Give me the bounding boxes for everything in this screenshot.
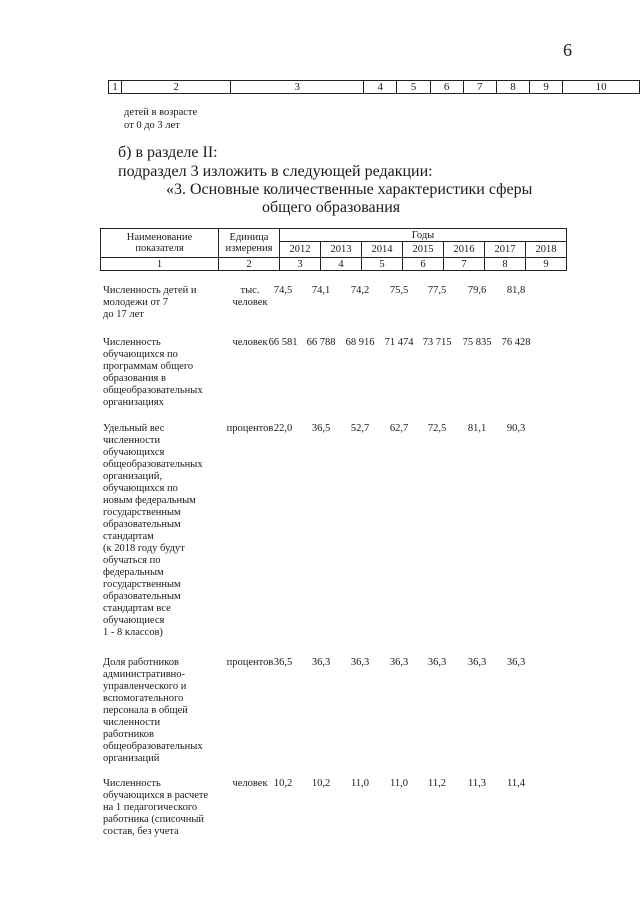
row-label-line: стандартам bbox=[103, 531, 154, 542]
row-value: 77,5 bbox=[427, 285, 447, 296]
instruction-line: б) в разделе II: bbox=[118, 144, 218, 161]
year-cell: 2014 bbox=[362, 242, 403, 258]
row-label bbox=[103, 778, 218, 838]
row-label-line: организаций bbox=[103, 753, 160, 764]
row-label-line: обучающихся по bbox=[103, 483, 178, 494]
carryover-text bbox=[124, 106, 197, 132]
year-cell: 2017 bbox=[485, 242, 526, 258]
row-unit-line: человек bbox=[232, 297, 268, 308]
row-unit-line: человек bbox=[232, 337, 268, 348]
row-label bbox=[103, 423, 218, 639]
row-value: 66 581 bbox=[268, 337, 298, 348]
row-value: 72,5 bbox=[427, 423, 447, 434]
row-label-line: обучаться по bbox=[103, 555, 161, 566]
row-label-line: персонала в общей bbox=[103, 705, 188, 716]
row-value: 75,5 bbox=[389, 285, 409, 296]
year-cell: 2013 bbox=[321, 242, 362, 258]
row-value: 36,3 bbox=[311, 657, 331, 668]
year-cell: 2012 bbox=[280, 242, 321, 258]
row-value: 81,1 bbox=[467, 423, 487, 434]
column-number: 2 bbox=[219, 258, 280, 271]
row-label-line: образовательным bbox=[103, 519, 181, 530]
row-label-line: Удельный вес bbox=[103, 423, 165, 434]
row-value: 74,5 bbox=[273, 285, 293, 296]
year-cell: 2015 bbox=[403, 242, 444, 258]
column-number: 5 bbox=[362, 258, 403, 271]
row-label-line: обучающихся в расчете bbox=[103, 790, 209, 801]
row-label-line: общеобразовательных bbox=[103, 741, 203, 752]
row-value: 10,2 bbox=[311, 778, 331, 789]
row-value: 11,0 bbox=[390, 778, 408, 789]
table-cell: 5 bbox=[397, 81, 430, 94]
column-number: 7 bbox=[444, 258, 485, 271]
row-label-line: (к 2018 году будут bbox=[103, 543, 185, 554]
row-value: 81,8 bbox=[506, 285, 526, 296]
row-label-line: Численность детей и bbox=[103, 285, 197, 296]
row-label-line: программам общего bbox=[103, 361, 194, 372]
table-cell: 2 bbox=[122, 81, 231, 94]
carryover-line: детей в возрасте bbox=[124, 107, 198, 118]
row-value: 11,3 bbox=[468, 778, 486, 789]
header-unit: измерения bbox=[225, 243, 273, 254]
row-value: 36,3 bbox=[427, 657, 447, 668]
row-label-line: Доля работников bbox=[103, 657, 179, 668]
row-label-line: молодежи от 7 bbox=[103, 297, 169, 308]
row-label-line: государственным bbox=[103, 507, 181, 518]
row-label-line: стандартам все bbox=[103, 603, 171, 614]
row-value: 36,3 bbox=[506, 657, 526, 668]
instruction-line: подраздел 3 изложить в следующей редакции: bbox=[118, 163, 433, 180]
row-value: 66 788 bbox=[306, 337, 336, 348]
column-number: 6 bbox=[403, 258, 444, 271]
row-label-line: управленческого и bbox=[103, 681, 187, 692]
column-number: 3 bbox=[280, 258, 321, 271]
row-value: 36,3 bbox=[350, 657, 370, 668]
table-cell: 6 bbox=[430, 81, 463, 94]
row-value: 52,7 bbox=[350, 423, 370, 434]
row-value: 11,4 bbox=[507, 778, 525, 789]
row-label bbox=[103, 285, 218, 321]
row-value: 68 916 bbox=[345, 337, 375, 348]
header-unit: Единица bbox=[229, 232, 269, 243]
row-label-line: обучающихся bbox=[103, 447, 165, 458]
row-label-line: до 17 лет bbox=[103, 309, 144, 320]
row-label bbox=[103, 657, 218, 765]
row-label-line: образования в bbox=[103, 373, 166, 384]
column-number: 4 bbox=[321, 258, 362, 271]
table-cell: 1 bbox=[109, 81, 122, 94]
row-label-line: федеральным bbox=[103, 567, 164, 578]
row-value: 11,0 bbox=[351, 778, 369, 789]
row-label-line: государственным bbox=[103, 579, 181, 590]
row-label-line: состав, без учета bbox=[103, 826, 179, 837]
row-value: 74,2 bbox=[350, 285, 370, 296]
table-cell: 10 bbox=[563, 81, 640, 94]
row-label-line: общеобразовательных bbox=[103, 385, 203, 396]
row-label-line: обучающихся по bbox=[103, 349, 178, 360]
row-label-line: на 1 педагогического bbox=[103, 802, 198, 813]
table-cell: 7 bbox=[463, 81, 496, 94]
characteristics-table-header bbox=[100, 228, 567, 271]
row-value: 76 428 bbox=[501, 337, 531, 348]
row-label-line: Численность bbox=[103, 778, 161, 789]
header-name: показателя bbox=[135, 243, 184, 254]
row-unit-line: процентов bbox=[226, 423, 274, 434]
row-label-line: общеобразовательных bbox=[103, 459, 203, 470]
table-cell: 3 bbox=[231, 81, 364, 94]
header-years: Годы bbox=[280, 229, 567, 242]
header-unit-cell bbox=[219, 229, 280, 258]
carryover-line: от 0 до 3 лет bbox=[124, 120, 180, 131]
page-number: 6 bbox=[563, 40, 572, 60]
row-label-line: работников bbox=[103, 729, 154, 740]
row-label-line: образовательным bbox=[103, 591, 181, 602]
header-name: Наименование bbox=[126, 232, 193, 243]
row-label-line: обучающиеся bbox=[103, 615, 165, 626]
row-value: 75 835 bbox=[462, 337, 492, 348]
row-value: 62,7 bbox=[389, 423, 409, 434]
row-value: 73 715 bbox=[422, 337, 452, 348]
row-value: 36,3 bbox=[467, 657, 487, 668]
row-value: 74,1 bbox=[311, 285, 331, 296]
row-value: 36,5 bbox=[273, 657, 293, 668]
row-label-line: численности bbox=[103, 435, 161, 446]
row-value: 11,2 bbox=[428, 778, 446, 789]
row-value: 22,0 bbox=[273, 423, 293, 434]
row-label-line: Численность bbox=[103, 337, 161, 348]
row-unit-line: человек bbox=[232, 778, 268, 789]
row-label bbox=[103, 337, 218, 409]
year-cell: 2016 bbox=[444, 242, 485, 258]
row-label-line: новым федеральным bbox=[103, 495, 196, 506]
row-unit-line: тыс. bbox=[240, 285, 260, 296]
section-title: общего образования bbox=[262, 199, 401, 216]
section-title: «3. Основные количественные характеристики сферы bbox=[166, 181, 533, 198]
column-number: 9 bbox=[526, 258, 567, 271]
column-number: 1 bbox=[101, 258, 219, 271]
row-value: 36,3 bbox=[389, 657, 409, 668]
row-value: 36,5 bbox=[311, 423, 331, 434]
column-number: 8 bbox=[485, 258, 526, 271]
table-cell: 8 bbox=[496, 81, 529, 94]
row-label-line: работника (списочный bbox=[103, 814, 205, 825]
row-value: 79,6 bbox=[467, 285, 487, 296]
row-label-line: вспомогательного bbox=[103, 693, 184, 704]
row-value: 71 474 bbox=[384, 337, 414, 348]
row-value: 90,3 bbox=[506, 423, 526, 434]
table-cell: 9 bbox=[530, 81, 563, 94]
row-label-line: организаций, bbox=[103, 471, 162, 482]
header-name-cell bbox=[101, 229, 219, 258]
year-cell: 2018 bbox=[526, 242, 567, 258]
row-label-line: 1 - 8 классов) bbox=[103, 627, 163, 638]
row-unit-line: процентов bbox=[226, 657, 274, 668]
row-label-line: организациях bbox=[103, 397, 164, 408]
continuation-table-header bbox=[108, 80, 640, 94]
row-label-line: численности bbox=[103, 717, 161, 728]
table-cell: 4 bbox=[364, 81, 397, 94]
row-value: 10,2 bbox=[273, 778, 293, 789]
row-label-line: административно- bbox=[103, 669, 186, 680]
